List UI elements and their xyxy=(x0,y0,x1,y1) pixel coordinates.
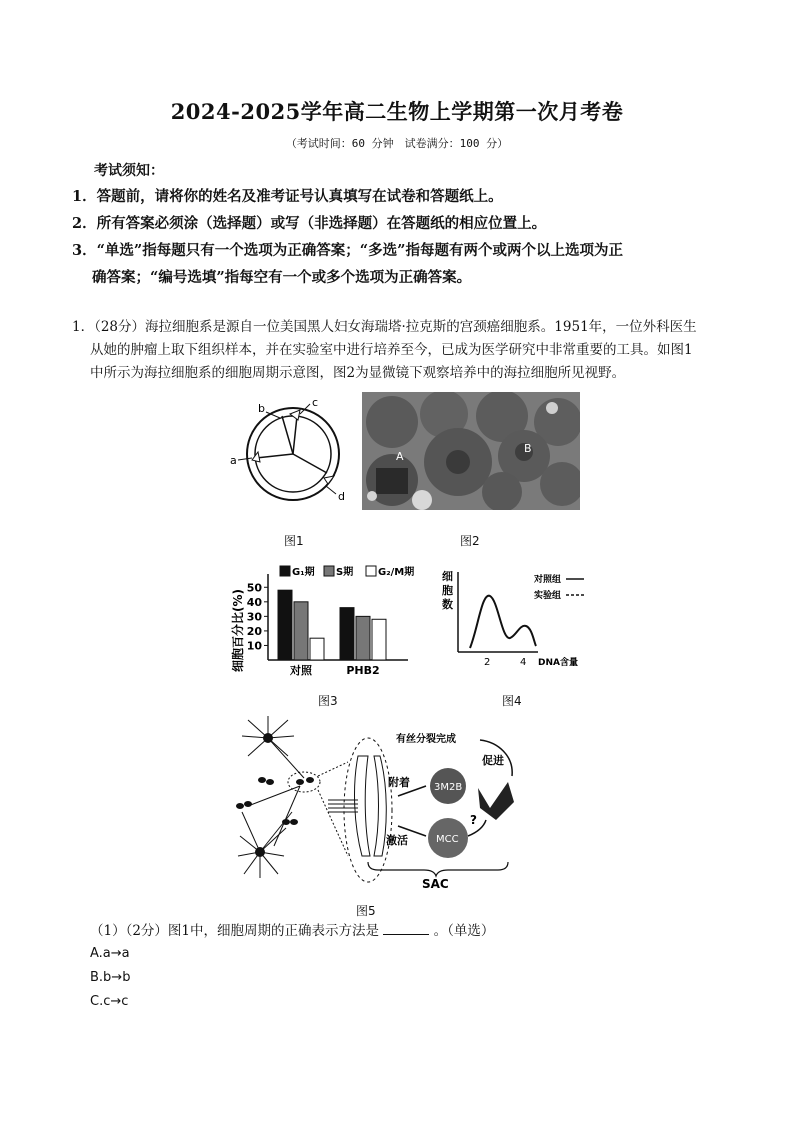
notice-item-2: 2．所有答案必须涂（选择题）或写（非选择题）在答题纸的相应位置上。 xyxy=(72,215,547,232)
figure-3-caption: 图3 xyxy=(318,694,338,708)
notice-item-3: 3．“单选”指每题只有一个选项为正确答案；“多选”指每题有两个或两个以上选项为正 xyxy=(72,242,623,259)
notice-heading: 考试须知： xyxy=(94,163,164,179)
question-1-line-3: 中所示为海拉细胞系的细胞周期示意图，图2为显微镜下观察培养中的海拉细胞所见视野。 xyxy=(90,365,626,381)
fig3-legend-label: G₂/M期 xyxy=(378,567,415,578)
answer-blank[interactable] xyxy=(383,920,429,935)
fig3-ytick-label: 20 xyxy=(246,624,262,638)
figure-4-dna-curve xyxy=(440,568,586,672)
fig1-label-b: b xyxy=(258,402,265,415)
notice-item-1: 1．答题前，请将你的姓名及准考证号认真填写在试卷和答题纸上。 xyxy=(72,188,503,205)
fig5-label-promote: 促进 xyxy=(482,754,504,767)
fig3-ytick-label: 10 xyxy=(246,639,262,653)
fig2-label-a: A xyxy=(396,450,404,463)
fig3-bar xyxy=(356,616,370,660)
sub1-prefix: （1）（2分）图1中，细胞周期的正确表示方法是 xyxy=(90,923,380,939)
fig3-ylabel: 细胞百分比(%) xyxy=(231,589,245,672)
exam-title: 2024-2025学年高二生物上学期第一次月考卷 xyxy=(170,99,624,124)
fig4-ylabel-2: 胞 xyxy=(442,584,453,597)
fig3-bar xyxy=(310,638,324,660)
fig3-ytick-label: 30 xyxy=(246,610,262,624)
option-c[interactable]: C.c→c xyxy=(90,994,129,1009)
fig4-xlabel: DNA含量 xyxy=(538,658,578,668)
option-a[interactable]: A.a→a xyxy=(90,946,130,961)
fig5-label-done: 有丝分裂完成 xyxy=(396,734,456,745)
fig4-legend-control: 对照组 xyxy=(534,575,562,585)
figure-5-caption: 图5 xyxy=(356,904,376,918)
fig5-label-attach: 附着 xyxy=(388,776,410,789)
fig3-category-label: 对照 xyxy=(290,664,312,677)
question-1-sub-1 xyxy=(90,920,494,943)
fig1-label-a: a xyxy=(230,454,237,467)
fig5-label-question: ? xyxy=(470,813,477,827)
option-b[interactable]: B.b→b xyxy=(90,970,131,985)
exam-subtitle: （考试时间：60 分钟 试卷满分：100 分） xyxy=(285,137,509,150)
fig3-legend-label: S期 xyxy=(336,567,354,578)
fig3-legend-swatch xyxy=(324,566,334,576)
figure-3-bar-chart xyxy=(228,560,418,680)
fig3-bar xyxy=(340,608,354,660)
figure-5-sac-diagram xyxy=(228,716,528,896)
fig3-ytick-label: 40 xyxy=(246,595,262,609)
fig3-bar xyxy=(372,619,386,660)
fig4-xtick-4: 4 xyxy=(520,657,527,668)
figure-4-caption: 图4 xyxy=(502,694,522,708)
fig2-label-b: B xyxy=(524,442,532,455)
fig4-legend-experiment: 实验组 xyxy=(534,591,562,601)
figure-2-micrograph xyxy=(362,392,580,510)
fig3-category-label: PHB2 xyxy=(346,664,380,677)
fig1-label-d: d xyxy=(338,490,345,503)
figure-2-caption: 图2 xyxy=(460,534,480,548)
fig5-label-mad2: 3M2B xyxy=(434,782,463,793)
fig4-ylabel-1: 细 xyxy=(442,570,453,583)
fig5-label-activate: 激活 xyxy=(386,834,408,847)
question-1-line-2: 从她的肿瘤上取下组织样本，并在实验室中进行培养至今，已成为医学研究中非常重要的工具。如图1 xyxy=(90,342,693,358)
sub1-suffix: 。（单选） xyxy=(433,923,495,939)
fig3-bar xyxy=(294,602,308,660)
fig3-bar xyxy=(278,590,292,660)
fig5-label-mcc: MCC xyxy=(436,834,459,845)
fig3-ytick-label: 50 xyxy=(246,581,262,595)
figure-1-caption: 图1 xyxy=(284,534,304,548)
fig3-legend-swatch xyxy=(366,566,376,576)
fig4-curve xyxy=(470,596,536,648)
question-1-line-1: 1．（28分）海拉细胞系是源自一位美国黑人妇女海瑞塔·拉克斯的宫颈癌细胞系。1951年，一位外科医生 xyxy=(72,319,697,335)
fig5-label-sac: SAC xyxy=(422,877,449,891)
fig1-label-c: c xyxy=(312,398,319,409)
fig4-ylabel-3: 数 xyxy=(442,598,453,611)
figure-1-cell-cycle xyxy=(228,398,358,510)
notice-item-3-cont: 确答案；“编号选填”指每空有一个或多个选项为正确答案。 xyxy=(92,269,472,286)
fig3-legend-label: G₁期 xyxy=(292,567,315,578)
fig4-xtick-2: 2 xyxy=(484,657,491,668)
fig3-legend-swatch xyxy=(280,566,290,576)
